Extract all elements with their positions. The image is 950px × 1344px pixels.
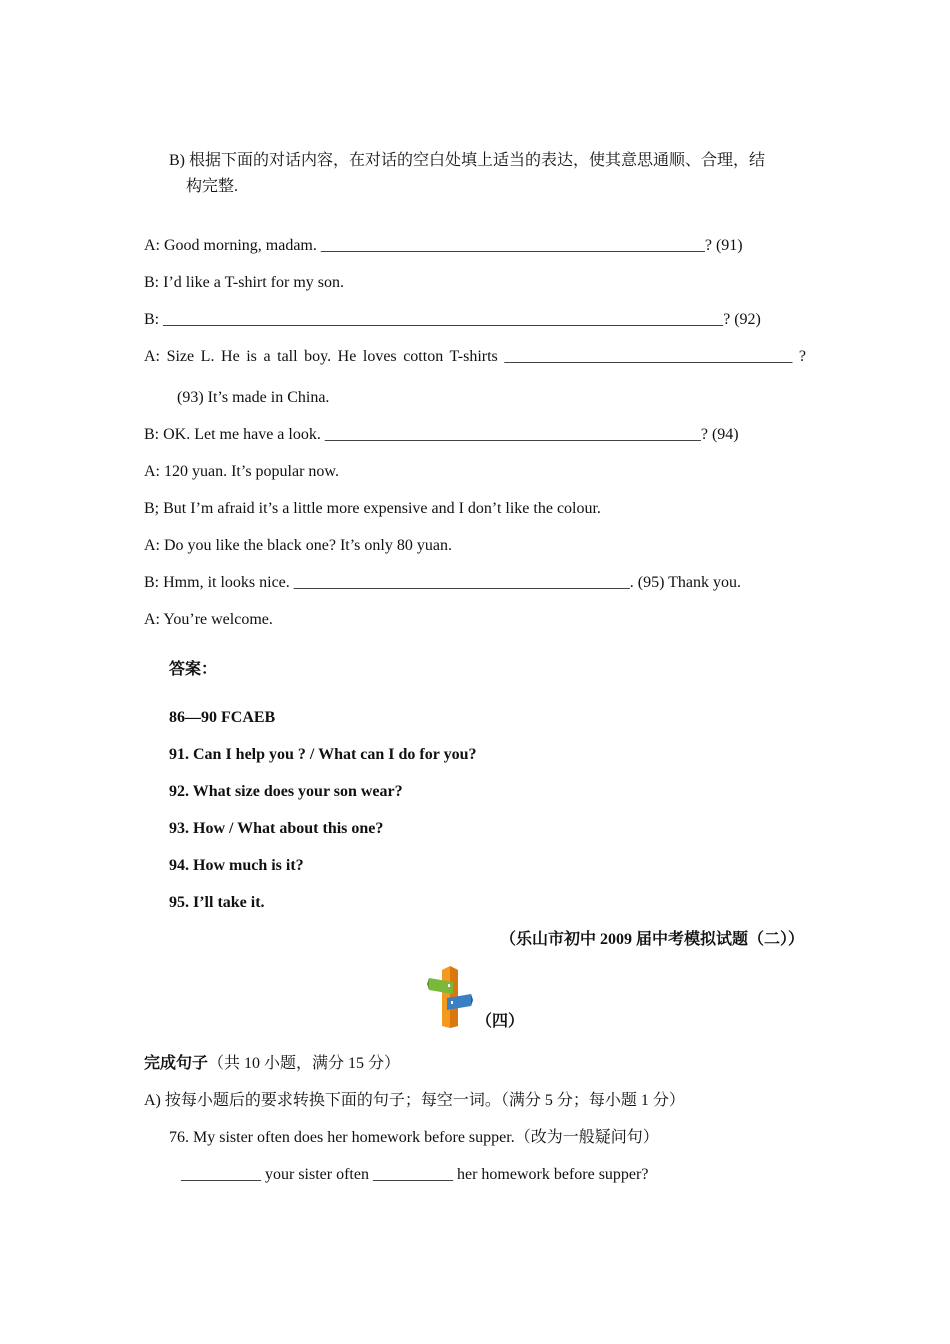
answer-95: 95. I’ll take it. <box>169 894 265 911</box>
dialogue-line-welcome: A: You’re welcome. <box>144 611 273 628</box>
section-a-instruction: A) 按每小题后的要求转换下面的句子；每空一词。（满分 5 分；每小题 1 分） <box>144 1092 685 1109</box>
answer-94: 94. How much is it? <box>169 857 304 874</box>
dialogue-line-93-cont: (93) It’s made in China. <box>177 389 330 406</box>
instruction-b-line2: 构完整. <box>186 178 239 195</box>
answers-heading: 答案： <box>169 661 218 678</box>
dialogue-line-94: B: OK. Let me have a look. _______________________________________________? (94) <box>144 426 739 443</box>
complete-sentences-heading <box>144 1054 400 1074</box>
dialogue-line-92: B: ______________________________________________________________________? (92) <box>144 311 761 328</box>
instruction-b-line1: B) 根据下面的对话内容，在对话的空白处填上适当的表达，使其意思通顺、合理，结 <box>169 152 766 169</box>
dialogue-line-95: B: Hmm, it looks nice. __________________________________________. (95) Thank you. <box>144 574 742 591</box>
answer-93: 93. How / What about this one? <box>169 820 384 837</box>
question-76: 76. My sister often does her homework before supper.（改为一般疑问句） <box>169 1129 659 1146</box>
dialogue-line-91: A: Good morning, madam. ________________________________________________? (91) <box>144 237 743 254</box>
complete-sentences-title: 完成句子 <box>144 1055 209 1072</box>
answers-source: （乐山市初中 2009 届中考模拟试题（二）） <box>499 931 804 948</box>
answer-91: 91. Can I help you ? / What can I do for you? <box>169 746 477 763</box>
dialogue-line-93: A: Size L. He is a tall boy. He loves cotton T-shirts ____________________________________ ? <box>144 348 806 365</box>
answer-86-90: 86—90 FCAEB <box>169 709 276 726</box>
question-76-blank: __________ your sister often __________ her homework before supper? <box>181 1166 649 1183</box>
dialogue-line-expensive: B; But I’m afraid it’s a little more expensive and I don’t like the colour. <box>144 500 601 517</box>
part4-label: （四） <box>476 1013 525 1030</box>
dialogue-line-b1: B: I’d like a T-shirt for my son. <box>144 274 344 291</box>
signpost-logo-icon <box>427 964 473 1030</box>
answer-92: 92. What size does your son wear? <box>169 783 403 800</box>
dialogue-line-black: A: Do you like the black one? It’s only 80 yuan. <box>144 537 452 554</box>
complete-sentences-note: （共 10 小题，满分 15 分） <box>208 1055 401 1072</box>
dialogue-line-price: A: 120 yuan. It’s popular now. <box>144 463 339 480</box>
